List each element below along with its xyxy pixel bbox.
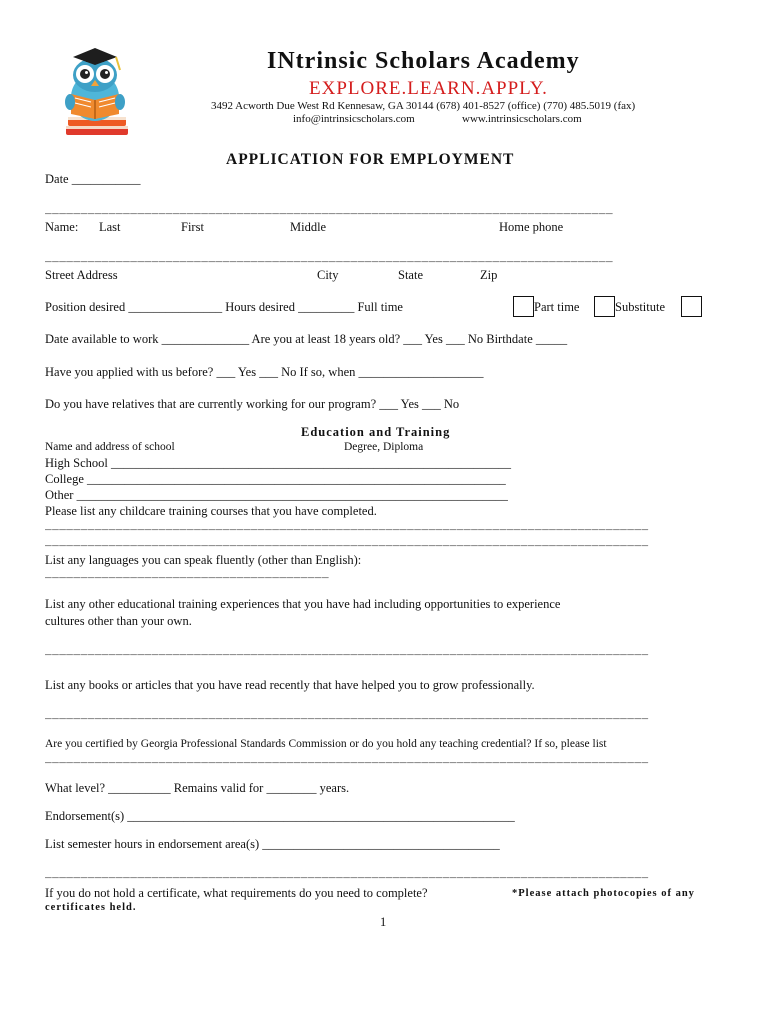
position-hours-line[interactable]: Position desired _______________ Hours desired _________ Full time: [45, 300, 403, 314]
certificate-prompt: If you do not hold a certificate, what requirements do you need to complete?: [45, 886, 428, 900]
books-rule[interactable]: _____________________________________________________________________________________: [45, 710, 649, 722]
city-label: City: [317, 268, 339, 282]
first-name-label: First: [181, 220, 204, 234]
other-school-line[interactable]: Other _____________________________________________________________________: [45, 488, 508, 502]
home-phone-label: Home phone: [499, 220, 564, 234]
school-title: INtrinsic Scholars Academy: [267, 48, 580, 74]
certified-rule[interactable]: _____________________________________________________________________________________: [45, 754, 649, 766]
semester-hours-line[interactable]: List semester hours in endorsement area(s) ______________________________________: [45, 837, 500, 851]
high-school-line[interactable]: High School ________________________________________________________________: [45, 456, 511, 470]
form-heading: APPLICATION FOR EMPLOYMENT: [226, 151, 515, 168]
school-website: www.intrinsicscholars.com: [462, 113, 582, 125]
endorsement-line[interactable]: Endorsement(s) ______________________________________________________________: [45, 809, 515, 823]
languages-rule[interactable]: ________________________________________: [45, 569, 330, 581]
middle-name-label: Middle: [290, 220, 327, 234]
experience-prompt-line-1: List any other educational training experiences that you have had including opportunities to experience: [45, 597, 561, 611]
childcare-rule-2[interactable]: _____________________________________________________________________________________: [45, 537, 649, 549]
owl-logo: [58, 42, 133, 142]
childcare-prompt: Please list any childcare training courses that you have completed.: [45, 504, 377, 518]
full-time-checkbox[interactable]: [513, 296, 534, 317]
zip-label: Zip: [480, 268, 498, 282]
relatives-line[interactable]: Do you have relatives that are currently working for our program? ___ Yes ___ No: [45, 397, 460, 411]
street-address-label: Street Address: [45, 268, 118, 282]
experience-rule[interactable]: _____________________________________________________________________________________: [45, 646, 649, 658]
degree-column-label: Degree, Diploma: [344, 441, 424, 453]
availability-line[interactable]: Date available to work ______________ Are you at least 18 years old? ___ Yes ___ No Birthdate _____: [45, 332, 568, 346]
education-heading: Education and Training: [301, 425, 451, 439]
date-field[interactable]: Date ___________: [45, 172, 141, 186]
state-label: State: [398, 268, 423, 282]
part-time-checkbox[interactable]: [594, 296, 615, 317]
page-number: 1: [380, 915, 387, 929]
level-validity-line[interactable]: What level? __________ Remains valid for ________ years.: [45, 781, 350, 795]
applied-before-line[interactable]: Have you applied with us before? ___ Yes ___ No If so, when ____________________: [45, 365, 484, 379]
last-name-label: Last: [99, 220, 121, 234]
attach-note-2: certificates held.: [45, 902, 137, 913]
certified-prompt: Are you certified by Georgia Professional Standards Commission or do you hold any teaching credential? If so, please list: [45, 738, 607, 750]
school-address: 3492 Acworth Due West Rd Kennesaw, GA 30144 (678) 401-8527 (office) (770) 485.5019 (fax): [211, 100, 636, 112]
part-time-label: Part time: [534, 300, 580, 314]
name-label: Name:: [45, 220, 79, 234]
substitute-checkbox[interactable]: [681, 296, 702, 317]
experience-prompt-line-2: cultures other than your own.: [45, 614, 192, 628]
languages-prompt: List any languages you can speak fluently (other than English):: [45, 553, 362, 567]
books-prompt: List any books or articles that you have read recently that have helped you to grow professionally.: [45, 678, 535, 692]
substitute-label: Substitute: [615, 300, 666, 314]
school-tagline: EXPLORE.LEARN.APPLY.: [309, 78, 548, 99]
school-column-label: Name and address of school: [45, 441, 175, 453]
address-rule[interactable]: ________________________________________________________________________________: [45, 253, 614, 265]
college-line[interactable]: College ___________________________________________________________________: [45, 472, 506, 486]
requirements-rule[interactable]: _____________________________________________________________________________________: [45, 869, 649, 881]
school-email: info@intrinsicscholars.com: [293, 113, 415, 125]
name-rule[interactable]: ________________________________________________________________________________: [45, 205, 614, 217]
childcare-rule-1[interactable]: _____________________________________________________________________________________: [45, 521, 649, 533]
attach-note-1: *Please attach photocopies of any: [512, 888, 695, 899]
